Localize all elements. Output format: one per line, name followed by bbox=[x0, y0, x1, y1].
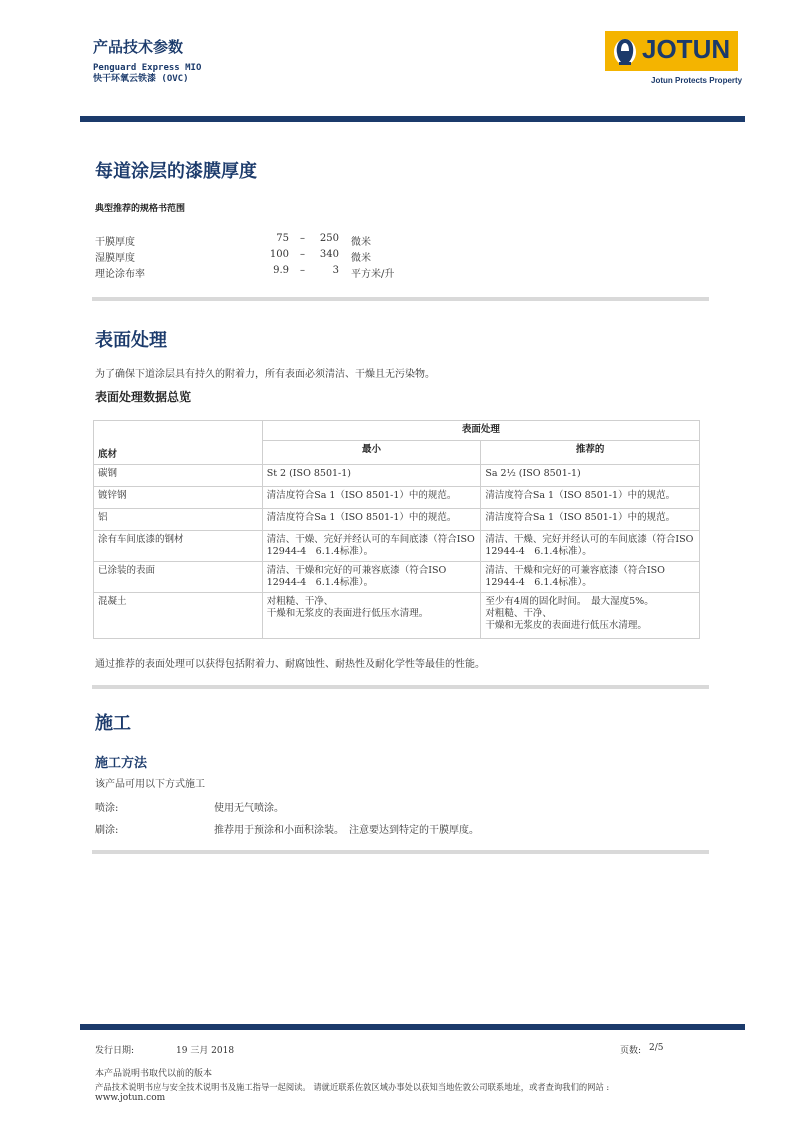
cell-min: St 2 (ISO 8501-1) bbox=[262, 465, 481, 487]
table-row bbox=[94, 593, 700, 639]
cell-rec: 至少有4周的固化时间。 最大湿度5%。 对粗糙、干净、 干燥和无浆皮的表面进行低压水清理。 bbox=[481, 593, 700, 639]
dft-dash: – bbox=[300, 265, 305, 276]
cell-substrate: 镀锌钢 bbox=[94, 487, 263, 509]
col-header-group: 表面处理 bbox=[262, 421, 699, 441]
dft-unit: 微米 bbox=[351, 253, 371, 264]
dft-row bbox=[95, 265, 495, 281]
jotun-emblem-icon bbox=[609, 35, 641, 67]
dft-label: 理论涂布率 bbox=[95, 269, 145, 280]
method-label-brush: 刷涂: bbox=[95, 825, 119, 836]
method-desc-spray: 使用无气喷涂。 bbox=[214, 803, 284, 814]
application-method-title: 施工方法 bbox=[95, 756, 148, 771]
cell-rec: 清洁、干燥和完好的可兼容底漆（符合ISO 12944-4 6.1.4标准）。 bbox=[481, 562, 700, 593]
product-name: Penguard Express MIO bbox=[93, 63, 202, 73]
cell-min: 清洁、干燥、完好并经认可的车间底漆（符合ISO 12944-4 6.1.4标准）。 bbox=[262, 531, 481, 562]
table-row bbox=[94, 487, 700, 509]
surface-outro: 通过推荐的表面处理可以获得包括附着力、耐腐蚀性、耐热性及耐化学性等最佳的性能。 bbox=[95, 659, 485, 670]
dft-unit: 微米 bbox=[351, 237, 371, 248]
issue-date-label: 发行日期: bbox=[95, 1046, 135, 1056]
cell-substrate: 碳钢 bbox=[94, 465, 263, 487]
method-desc-brush: 推荐用于预涂和小面积涂装。 注意要达到特定的干膜厚度。 bbox=[214, 825, 479, 836]
document-type-title: 产品技术参数 bbox=[93, 38, 184, 56]
product-subtitle: 快干环氧云铁漆 (OVC) bbox=[93, 74, 189, 84]
surface-section-title: 表面处理 bbox=[95, 330, 167, 351]
cell-rec: Sa 2½ (ISO 8501-1) bbox=[481, 465, 700, 487]
dft-row bbox=[95, 249, 495, 265]
footer-note-reading: 产品技术说明书应与安全技术说明书及施工指导一起阅读。 请就近联系佐敦区域办事处以获知当地佐敦公司联系地址，或者查询我们的网站 : bbox=[95, 1082, 610, 1092]
col-header-min: 最小 bbox=[262, 441, 481, 465]
col-header-substrate: 底材 bbox=[94, 421, 263, 465]
cell-substrate: 混凝土 bbox=[94, 593, 263, 639]
table-row bbox=[94, 531, 700, 562]
cell-substrate: 铝 bbox=[94, 509, 263, 531]
table-header-row bbox=[94, 421, 700, 441]
page-number: 2/5 bbox=[649, 1043, 664, 1053]
dft-row bbox=[95, 233, 495, 249]
logo-wordmark: JOTUN bbox=[642, 34, 731, 64]
dft-min: 9.9 bbox=[273, 265, 289, 276]
application-intro: 该产品可用以下方式施工 bbox=[95, 779, 205, 790]
cell-min: 清洁、干燥和完好的可兼容底漆（符合ISO 12944-4 6.1.4标准）。 bbox=[262, 562, 481, 593]
dft-min: 100 bbox=[269, 249, 289, 260]
cell-min: 清洁度符合Sa 1（ISO 8501-1）中的规范。 bbox=[262, 487, 481, 509]
dft-label: 干膜厚度 bbox=[95, 237, 135, 248]
table-row bbox=[94, 562, 700, 593]
col-header-recommended: 推荐的 bbox=[481, 441, 700, 465]
section-divider bbox=[92, 297, 709, 301]
dft-dash: – bbox=[300, 233, 305, 244]
header-divider bbox=[80, 116, 745, 122]
cell-min: 对粗糙、干净、 干燥和无浆皮的表面进行低压水清理。 bbox=[262, 593, 481, 639]
section-divider bbox=[92, 850, 709, 854]
application-section-title: 施工 bbox=[95, 713, 131, 734]
dft-min: 75 bbox=[276, 233, 289, 244]
table-row bbox=[94, 509, 700, 531]
dft-subtitle: 典型推荐的规格书范围 bbox=[95, 204, 186, 214]
cell-substrate: 涂有车间底漆的钢材 bbox=[94, 531, 263, 562]
footer-divider bbox=[80, 1024, 745, 1030]
surface-summary-title: 表面处理数据总览 bbox=[95, 390, 192, 404]
footer-note-supersede: 本产品说明书取代以前的版本 bbox=[95, 1069, 213, 1079]
cell-rec: 清洁度符合Sa 1（ISO 8501-1）中的规范。 bbox=[481, 509, 700, 531]
dft-table bbox=[95, 233, 495, 281]
cell-min: 清洁度符合Sa 1（ISO 8501-1）中的规范。 bbox=[262, 509, 481, 531]
dft-max: 3 bbox=[332, 265, 339, 276]
section-divider bbox=[92, 685, 709, 689]
footer-website-link[interactable]: www.jotun.com bbox=[95, 1093, 166, 1103]
table-row bbox=[94, 465, 700, 487]
dft-max: 340 bbox=[319, 249, 339, 260]
dft-dash: – bbox=[300, 249, 305, 260]
method-label-spray: 喷涂: bbox=[95, 803, 119, 814]
dft-max: 250 bbox=[319, 233, 339, 244]
logo-tagline: Jotun Protects Property bbox=[651, 76, 743, 85]
page-label: 页数: bbox=[620, 1046, 642, 1056]
issue-date: 19 三月 2018 bbox=[176, 1046, 235, 1056]
surface-prep-table bbox=[93, 420, 700, 639]
cell-rec: 清洁度符合Sa 1（ISO 8501-1）中的规范。 bbox=[481, 487, 700, 509]
dft-label: 湿膜厚度 bbox=[95, 253, 135, 264]
surface-intro: 为了确保下道涂层具有持久的附着力，所有表面必须清洁、干燥且无污染物。 bbox=[95, 369, 435, 380]
cell-rec: 清洁、干燥、完好并经认可的车间底漆（符合ISO 12944-4 6.1.4标准）。 bbox=[481, 531, 700, 562]
dft-section-title: 每道涂层的漆膜厚度 bbox=[95, 161, 257, 182]
product-header bbox=[93, 63, 201, 85]
dft-unit: 平方米/升 bbox=[351, 269, 395, 280]
cell-substrate: 已涂装的表面 bbox=[94, 562, 263, 593]
